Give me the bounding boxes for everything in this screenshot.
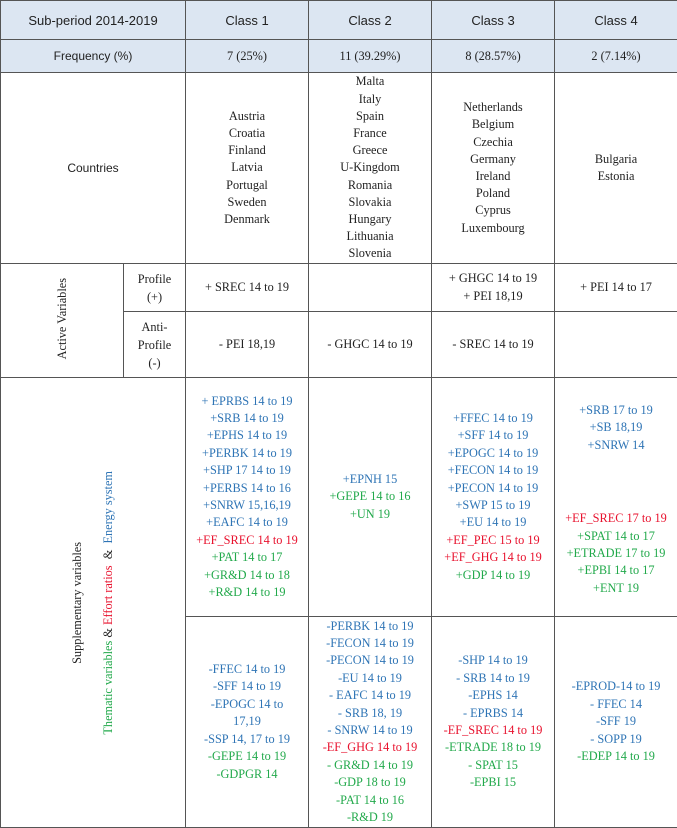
list-item: Slovakia	[309, 194, 431, 211]
class-3-header: Class 3	[432, 1, 555, 40]
list-item: Slovenia	[309, 245, 431, 262]
list-item: -GDPGR 14	[186, 766, 308, 783]
list-item: -EF_SREC 14 to 19	[432, 722, 554, 739]
antiprofile-class-2	[309, 312, 432, 378]
supplementary-negative-class-4	[555, 617, 677, 828]
list-item: Romania	[309, 177, 431, 194]
list-item: -FFEC 14 to 19	[186, 661, 308, 678]
list-item: -SSP 14, 17 to 19	[186, 731, 308, 748]
list-item: - PEI 18,19	[186, 336, 308, 353]
list-item: Luxembourg	[432, 220, 554, 237]
class-2-header: Class 2	[309, 1, 432, 40]
list-item: +EU 14 to 19	[432, 514, 554, 531]
supplementary-negative-class-1	[186, 617, 309, 828]
list-item: +ENT 19	[555, 580, 677, 597]
list-item: + EPRBS 14 to 19	[186, 393, 308, 410]
antiprofile-class-1	[186, 312, 309, 378]
list-item: Poland	[432, 185, 554, 202]
list-item: +SRB 14 to 19	[186, 410, 308, 427]
frequency-class-4: 2 (7.14%)	[555, 40, 677, 73]
list-item: +GDP 14 to 19	[432, 567, 554, 584]
list-item: Belgium	[432, 116, 554, 133]
list-item: -GDP 18 to 19	[309, 774, 431, 791]
list-item: -SHP 14 to 19	[432, 652, 554, 669]
list-item: +EPHS 14 to 19	[186, 427, 308, 444]
list-item: -PAT 14 to 16	[309, 792, 431, 809]
frequency-label: Frequency (%)	[1, 40, 186, 73]
frequency-class-1: 7 (25%)	[186, 40, 309, 73]
frequency-row	[1, 40, 677, 73]
list-item: -SFF 19	[555, 713, 677, 730]
list-item: +SWP 15 to 19	[432, 497, 554, 514]
list-item: + PEI 14 to 17	[555, 279, 677, 296]
list-item: - SRB 18, 19	[309, 705, 431, 722]
list-item: +SNRW 14	[555, 437, 677, 454]
list-item: -EPHS 14	[432, 687, 554, 704]
supplementary-positive-class-4	[555, 378, 677, 617]
antiprofile-label: Anti- Profile (-)	[124, 312, 186, 378]
list-item: -FECON 14 to 19	[309, 635, 431, 652]
list-item: 17,19	[186, 713, 308, 730]
list-item: - SOPP 19	[555, 731, 677, 748]
countries-label: Countries	[1, 73, 186, 264]
list-item: Greece	[309, 142, 431, 159]
class-1-header: Class 1	[186, 1, 309, 40]
profile-class-4	[555, 264, 677, 312]
supplementary-negative-class-2	[309, 617, 432, 828]
list-item: +GR&D 14 to 18	[186, 567, 308, 584]
list-item: France	[309, 125, 431, 142]
list-item: +GEPE 14 to 16	[309, 488, 431, 505]
frequency-class-2: 11 (39.29%)	[309, 40, 432, 73]
list-item: +R&D 14 to 19	[186, 584, 308, 601]
list-item: Portugal	[186, 177, 308, 194]
list-item: -SFF 14 to 19	[186, 678, 308, 695]
list-item: -EDEP 14 to 19	[555, 748, 677, 765]
list-item: Finland	[186, 142, 308, 159]
list-item: + SREC 14 to 19	[186, 279, 308, 296]
profile-label: Profile (+)	[124, 264, 186, 312]
profile-row	[1, 264, 677, 312]
list-item: Austria	[186, 108, 308, 125]
list-item: - SRB 14 to 19	[432, 670, 554, 687]
supplementary-title: Supplementary variables	[70, 542, 85, 664]
list-item: -PECON 14 to 19	[309, 652, 431, 669]
list-item: -ETRADE 18 to 19	[432, 739, 554, 756]
active-variables-label: Active Variables	[1, 264, 124, 378]
list-item: +EF_GHG 14 to 19	[432, 549, 554, 566]
list-item: +SRB 17 to 19	[555, 402, 677, 419]
list-item: +PERBK 14 to 19	[186, 445, 308, 462]
countries-row	[1, 73, 677, 264]
list-item: +EF_SREC 17 to 19	[555, 510, 677, 527]
list-item: Czechia	[432, 134, 554, 151]
list-item: +PECON 14 to 19	[432, 480, 554, 497]
profile-class-1	[186, 264, 309, 312]
list-item: +FFEC 14 to 19	[432, 410, 554, 427]
list-item: + GHGC 14 to 19	[432, 270, 554, 287]
list-item: - SNRW 14 to 19	[309, 722, 431, 739]
list-item: +UN 19	[309, 506, 431, 523]
list-item: - SPAT 15	[432, 757, 554, 774]
list-item: +SHP 17 14 to 19	[186, 462, 308, 479]
antiprofile-class-3	[432, 312, 555, 378]
class-4-header: Class 4	[555, 1, 677, 40]
list-item: - GHGC 14 to 19	[309, 336, 431, 353]
supplementary-label	[1, 378, 186, 828]
list-item: Malta	[309, 73, 431, 90]
list-item: Croatia	[186, 125, 308, 142]
frequency-class-3: 8 (28.57%)	[432, 40, 555, 73]
list-item: Estonia	[555, 168, 677, 185]
list-item: -EU 14 to 19	[309, 670, 431, 687]
list-item: -EPROD-14 to 19	[555, 678, 677, 695]
list-item: +EPOGC 14 to 19	[432, 445, 554, 462]
list-item: - GR&D 14 to 19	[309, 757, 431, 774]
list-item: Italy	[309, 91, 431, 108]
list-item: Lithuania	[309, 228, 431, 245]
list-item: +PAT 14 to 17	[186, 549, 308, 566]
supplementary-positive-row	[1, 378, 677, 617]
list-item: -EF_GHG 14 to 19	[309, 739, 431, 756]
profile-class-3	[432, 264, 555, 312]
list-item: +EAFC 14 to 19	[186, 514, 308, 531]
list-item: +SFF 14 to 19	[432, 427, 554, 444]
list-item: Hungary	[309, 211, 431, 228]
supplementary-legend: Thematic variables & Effort ratios & Energy system	[101, 471, 116, 735]
list-item: Cyprus	[432, 202, 554, 219]
list-item: +EPBI 14 to 17	[555, 562, 677, 579]
list-item: +SB 18,19	[555, 419, 677, 436]
list-item: +ETRADE 17 to 19	[555, 545, 677, 562]
list-item: +PERBS 14 to 16	[186, 480, 308, 497]
list-item: Netherlands	[432, 99, 554, 116]
list-item: Ireland	[432, 168, 554, 185]
period-header: Sub-period 2014-2019	[1, 1, 186, 40]
list-item: - EPRBS 14	[432, 705, 554, 722]
list-item: +EF_SREC 14 to 19	[186, 532, 308, 549]
list-item: -EPBI 15	[432, 774, 554, 791]
list-item: -PERBK 14 to 19	[309, 618, 431, 635]
list-item: - SREC 14 to 19	[432, 336, 554, 353]
list-item: +FECON 14 to 19	[432, 462, 554, 479]
countries-class-2	[309, 73, 432, 264]
list-item: -R&D 19	[309, 809, 431, 826]
profile-class-2	[309, 264, 432, 312]
list-item: Spain	[309, 108, 431, 125]
supplementary-positive-class-2	[309, 378, 432, 617]
list-item: Denmark	[186, 211, 308, 228]
list-item: - FFEC 14	[555, 696, 677, 713]
list-item: +SPAT 14 to 17	[555, 528, 677, 545]
list-item: U-Kingdom	[309, 159, 431, 176]
list-item: - EAFC 14 to 19	[309, 687, 431, 704]
list-item: Bulgaria	[555, 151, 677, 168]
list-item: -EPOGC 14 to	[186, 696, 308, 713]
list-item: +EPNH 15	[309, 471, 431, 488]
list-item: + PEI 18,19	[432, 288, 554, 305]
countries-class-4	[555, 73, 677, 264]
antiprofile-class-4	[555, 312, 677, 378]
list-item: +SNRW 15,16,19	[186, 497, 308, 514]
countries-class-1	[186, 73, 309, 264]
list-item: Sweden	[186, 194, 308, 211]
supplementary-positive-class-1	[186, 378, 309, 617]
list-item: -GEPE 14 to 19	[186, 748, 308, 765]
list-item: +EF_PEC 15 to 19	[432, 532, 554, 549]
header-row	[1, 1, 677, 40]
list-item: Germany	[432, 151, 554, 168]
supplementary-positive-class-3	[432, 378, 555, 617]
supplementary-negative-class-3	[432, 617, 555, 828]
list-item: Latvia	[186, 159, 308, 176]
countries-class-3	[432, 73, 555, 264]
